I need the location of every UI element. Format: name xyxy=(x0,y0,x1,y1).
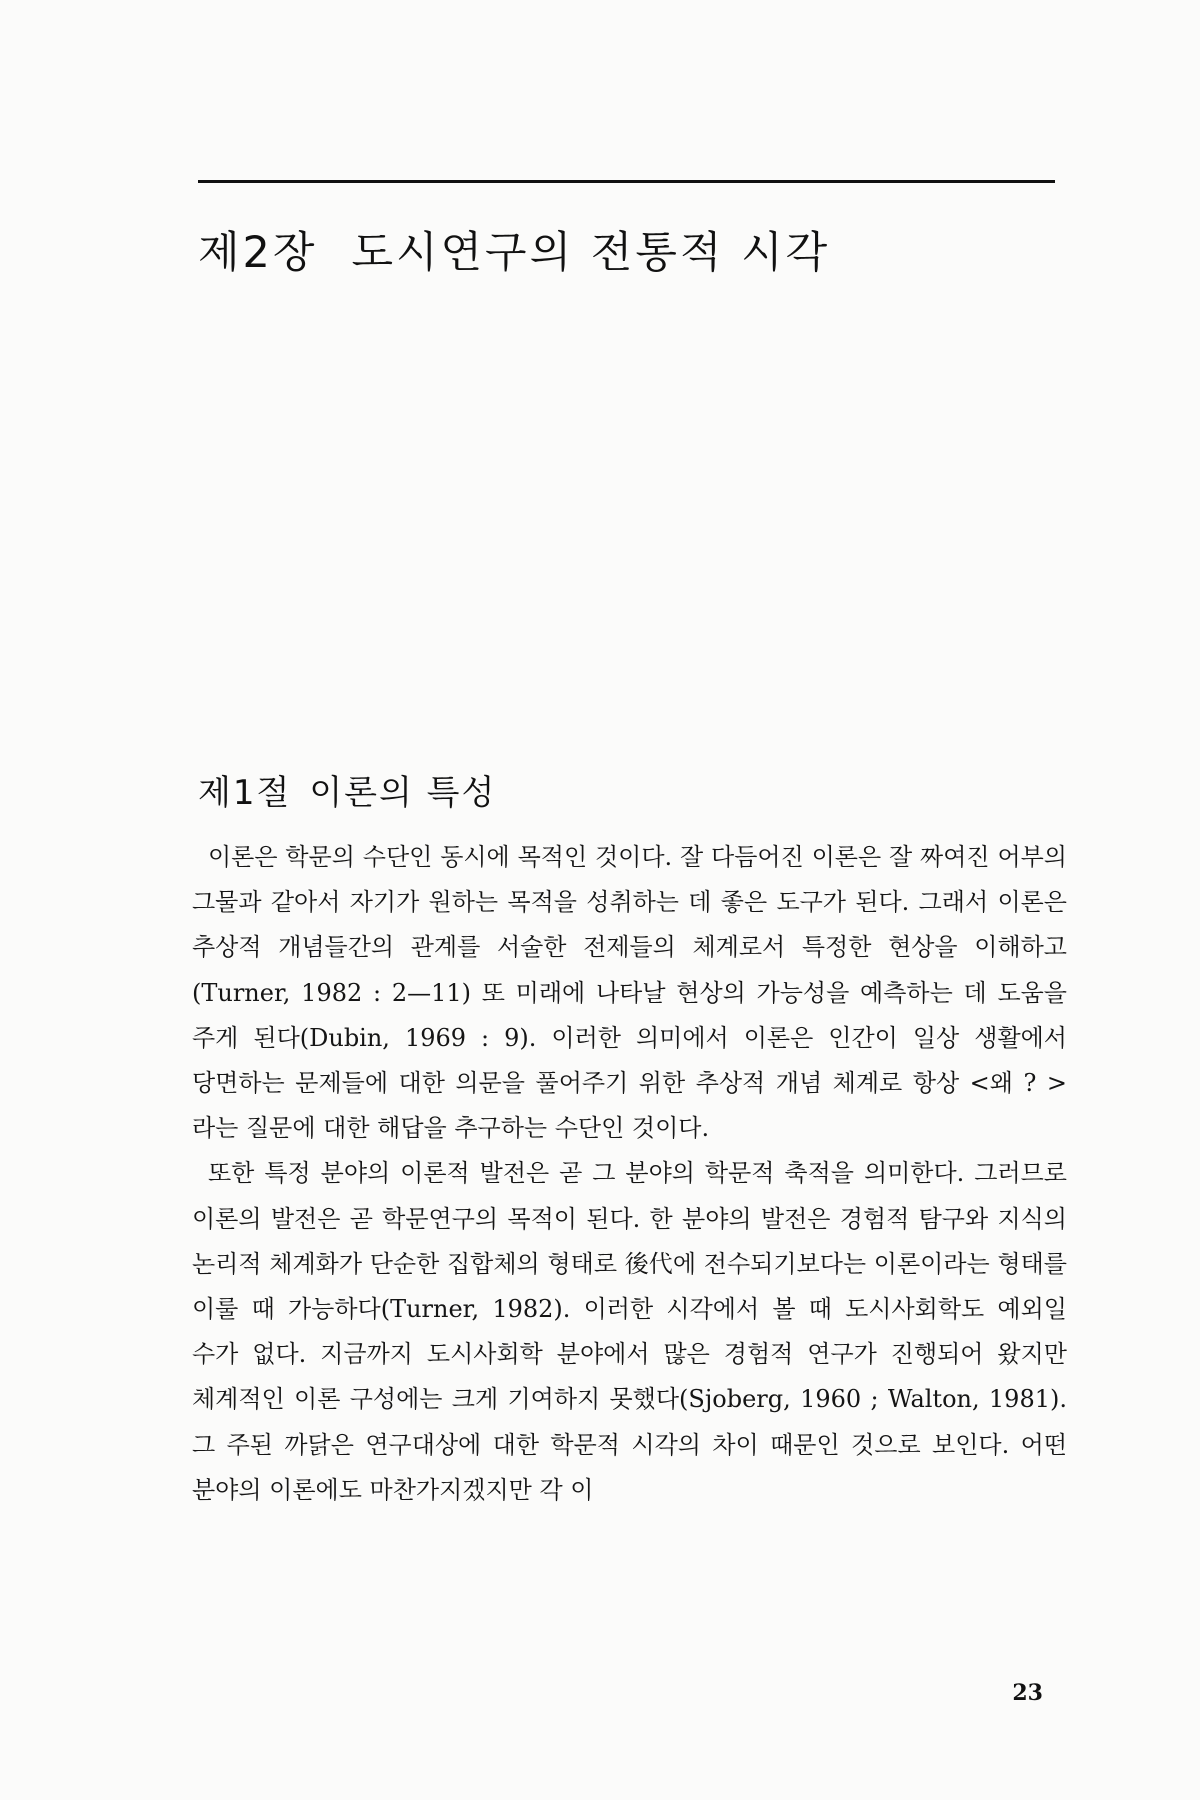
paragraph-1: 이론은 학문의 수단인 동시에 목적인 것이다. 잘 다듬어진 이론은 잘 짜여진 어부의 그물과 같아서 자기가 원하는 목적을 성취하는 데 좋은 도구가 된다. 그래서 이론은 추상적 개념들간의 관계를 서술한 전제들의 체계로서 특정한 현상을 이해하고(Turner, 1982 : 2—11) 또 미래에 나타날 현상의 가능성을 예측하는 데 도움을 주게 된다(Dubin, 1969 : 9). 이러한 의미에서 이론은 인간이 일상 생활에서 당면하는 문제들에 대한 의문을 풀어주기 위한 추상적 개념 체계로 항상 <왜 ? >라는 질문에 대한 해답을 추구하는 수단인 것이다. xyxy=(192,843,1067,1143)
paragraph-2: 또한 특정 분야의 이론적 발전은 곧 그 분야의 학문적 축적을 의미한다. 그러므로 이론의 발전은 곧 학문연구의 목적이 된다. 한 분야의 발전은 경험적 탐구와 지식의 논리적 체계화가 단순한 집합체의 형태로 後代에 전수되기보다는 이론이라는 형태를 이룰 때 가능하다(Turner, 1982). 이러한 시각에서 볼 때 도시사회학도 예외일 수가 없다. 지금까지 도시사회학 분야에서 많은 경험적 연구가 진행되어 왔지만 체계적인 이론 구성에는 크게 기여하지 못했다(Sjoberg, 1960 ; Walton, 1981). 그 주된 까닭은 연구대상에 대한 학문적 시각의 차이 때문인 것으로 보인다. 어떤 분야의 이론에도 마찬가지겠지만 각 이 xyxy=(192,1159,1067,1504)
page-number: 23 xyxy=(1012,1680,1043,1706)
section-number: 제1절 xyxy=(198,773,292,814)
chapter-heading xyxy=(198,224,1018,282)
section-title: 이론의 특성 xyxy=(309,773,497,814)
section-heading xyxy=(198,770,496,816)
chapter-title: 도시연구의 전통적 시각 xyxy=(351,227,831,278)
body-text xyxy=(192,835,1067,1513)
chapter-number: 제2장 xyxy=(198,227,318,278)
chapter-rule xyxy=(198,180,1055,183)
